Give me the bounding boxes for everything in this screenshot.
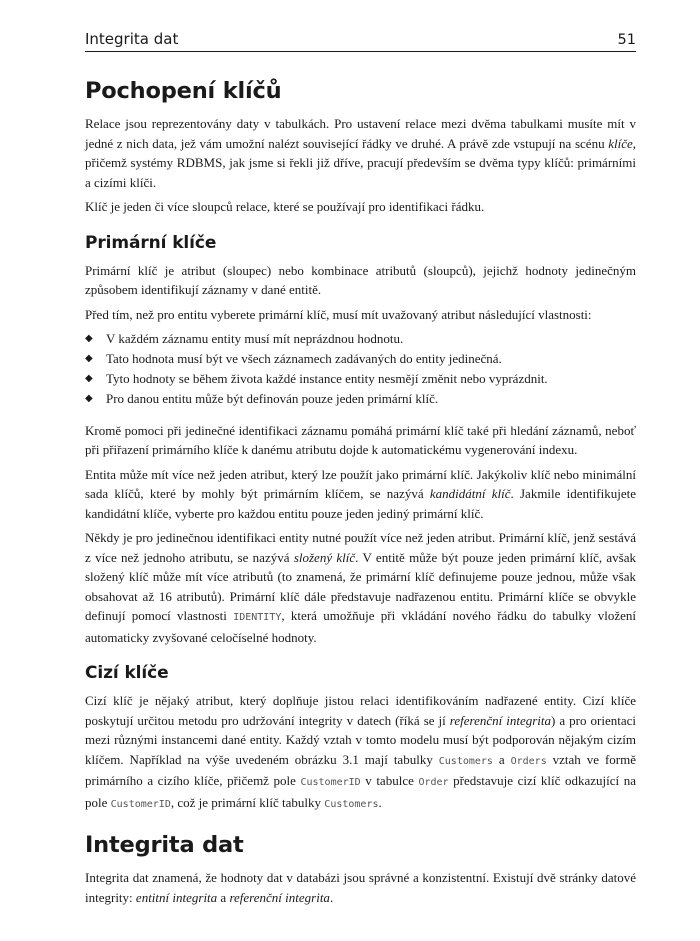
section-title-keys: Pochopení klíčů xyxy=(85,78,282,104)
subsection-title-foreign-keys: Cizí klíče xyxy=(85,663,169,683)
list-item: ◆ V každém záznamu entity musí mít neprázdnou hodnotu. xyxy=(85,329,636,349)
primary-key-properties-list xyxy=(85,329,636,409)
page xyxy=(85,30,636,912)
section-title-data-integrity: Integrita dat xyxy=(85,832,244,858)
paragraph-data-integrity: Integrita dat znamená, že hodnoty dat v databázi jsou správné a konzistentní. Existují dvě stránky datové integrity: entitní integrita a referenční integrita. xyxy=(85,870,636,905)
paragraph-relations: Relace jsou reprezentovány daty v tabulkách. Pro ustavení relace mezi dvěma tabulkami musíte mít v jedné z nich data, jež vám umožní nalézt související řádky ve druhé. A právě zde vstupují na scénu klíče, přičemž systémy RDBMS, jak jsme si řekli již dříve, pracují především se dvěma typy klíčů: primárními a cizími klíči. xyxy=(85,116,636,190)
running-header xyxy=(85,30,636,52)
diamond-bullet-icon: ◆ xyxy=(85,393,93,404)
paragraph-primary-definition: Primární klíč je atribut (sloupec) nebo kombinace atributů (sloupců), jejichž hodnoty jedinečným způsobem identifikují záznamy v dané entitě. xyxy=(85,262,636,297)
running-header-title: Integrita dat xyxy=(85,30,179,48)
list-item: ◆ Tyto hodnoty se během života každé instance entity nesmějí změnit nebo vyprázdnit. xyxy=(85,369,636,389)
diamond-bullet-icon: ◆ xyxy=(85,373,93,384)
list-item: ◆ Pro danou entitu může být definován pouze jeden primární klíč. xyxy=(85,389,636,409)
list-item: ◆ Tato hodnota musí být ve všech záznamech zadávaných do entity jedinečná. xyxy=(85,349,636,369)
page-number: 51 xyxy=(617,32,636,48)
paragraph-candidate-key: Entita může mít více než jeden atribut, který lze použít jako primární klíč. Jakýkoliv klíč nebo minimální sada klíčů, které by mohly být primárním klíčem, se nazývá kandidátní klíč. Jakmile identifikujete kandidátní klíče, vyberte pro každou entitu pouze jeden jediný primární klíč. xyxy=(85,466,636,521)
paragraph-key-definition: Klíč je jeden či více sloupců relace, které se používají pro identifikaci řádku. xyxy=(85,199,485,214)
diamond-bullet-icon: ◆ xyxy=(85,333,93,344)
subsection-title-primary-keys: Primární klíče xyxy=(85,232,217,253)
paragraph-primary-properties: Před tím, než pro entitu vyberete primární klíč, musí mít uvažovaný atribut následující vlastnosti: xyxy=(85,306,592,322)
paragraph-primary-index: Kromě pomoci při jedinečné identifikaci záznamu pomáhá primární klíč také při hledání záznamů, neboť při přiřazení primárního klíče k danému atributu dojde k automatickému vygenerování indexu. xyxy=(85,422,636,457)
paragraph-foreign-key: Cizí klíč je nějaký atribut, který doplňuje jistou relaci identifikováním nadřazené entity. Cizí klíče poskytují určitou metodu pro udržování integrity v datech (říká se jí referenční integrita) a pro orientaci mezi různými instancemi dané entity. Každý vztah v tomto modelu musí být podporován nějakým cizím klíčem. Například na výše uvedeném obrázku 3.1 mají tabulky Customers a Orders vztah ve formě primárního a cizího klíče, přičemž pole CustomerID v tabulce Order představuje cizí klíč odkazující na pole CustomerID, což je primární klíč tabulky Customers. xyxy=(85,693,637,810)
diamond-bullet-icon: ◆ xyxy=(85,353,93,364)
code-identity: IDENTITY xyxy=(233,612,282,623)
paragraph-composite-key: Někdy je pro jedinečnou identifikaci entity nutné použít více než jeden atribut. Primární klíč, jenž sestává z více než jednoho atributu, se nazývá složený klíč. V entitě může být pouze jeden primární klíč, avšak složený klíč může mít více atributů (to znamená, že primární klíč definujeme pouze jednou, může však obsahovat až 16 atributů). Primární klíč dále představuje nadřazenou entitu. Primární klíče se obvykle definují pomocí vlastnosti IDENTITY, která umožňuje při vkládání nového řádku do tabulky vložení automaticky zvyšované celočíselné hodnoty. xyxy=(85,530,637,645)
